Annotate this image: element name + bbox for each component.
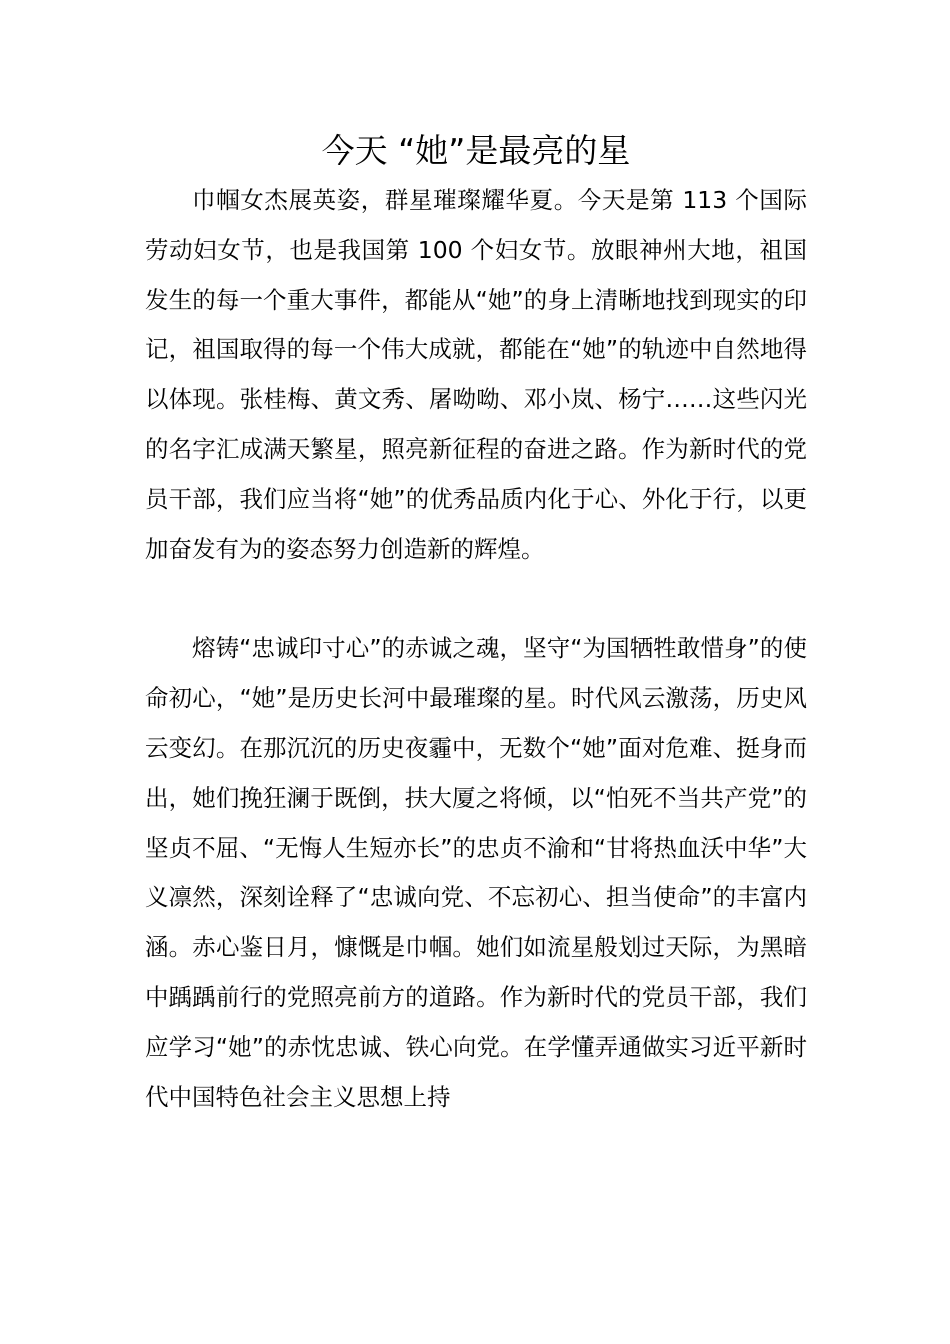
paragraph-2: 熔铸“忠诚印寸心”的赤诚之魂，坚守“为国牺牲敢惜身”的使命初心，“她”是历史长河中最璀璨的星。时代风云激荡，历史风云变幻。在那沉沉的历史夜霾中，无数个“她”面对危难、挺身而出，她们挽狂澜于既倒，扶大厦之将倾，以“怕死不当共产党”的坚贞不屈、“无悔人生短亦长”的忠贞不渝和“甘将热血沃中华”大义凛然，深刻诠释了“忠诚向党、不忘初心、担当使命”的丰富内涵。赤心鉴日月，慷慨是巾帼。她们如流星般划过天际，为黑暗中踽踽前行的党照亮前方的道路。作为新时代的党员干部，我们应学习“她”的赤忱忠诚、铁心向党。在学懂弄通做实习近平新时代中国特色社会主义思想上持 [145,634,807,1111]
document-page [145,126,807,1122]
document-title: 今天 “她”是最亮的星 [321,131,631,170]
paragraph-spacer [145,574,807,624]
paragraph-1: 巾帼女杰展英姿，群星璀璨耀华夏。今天是第 113 个国际劳动妇女节，也是我国第 100 个妇女节。放眼神州大地，祖国发生的每一个重大事件，都能从“她”的身上清晰地找到现实的印记，祖国取得的每一个伟大成就，都能在“她”的轨迹中自然地得以体现。张桂梅、黄文秀、屠呦呦、邓小岚、杨宁……这些闪光的名字汇成满天繁星，照亮新征程的奋进之路。作为新时代的党员干部，我们应当将“她”的优秀品质内化于心、外化于行，以更加奋发有为的姿态努力创造新的辉煌。 [145,186,807,563]
